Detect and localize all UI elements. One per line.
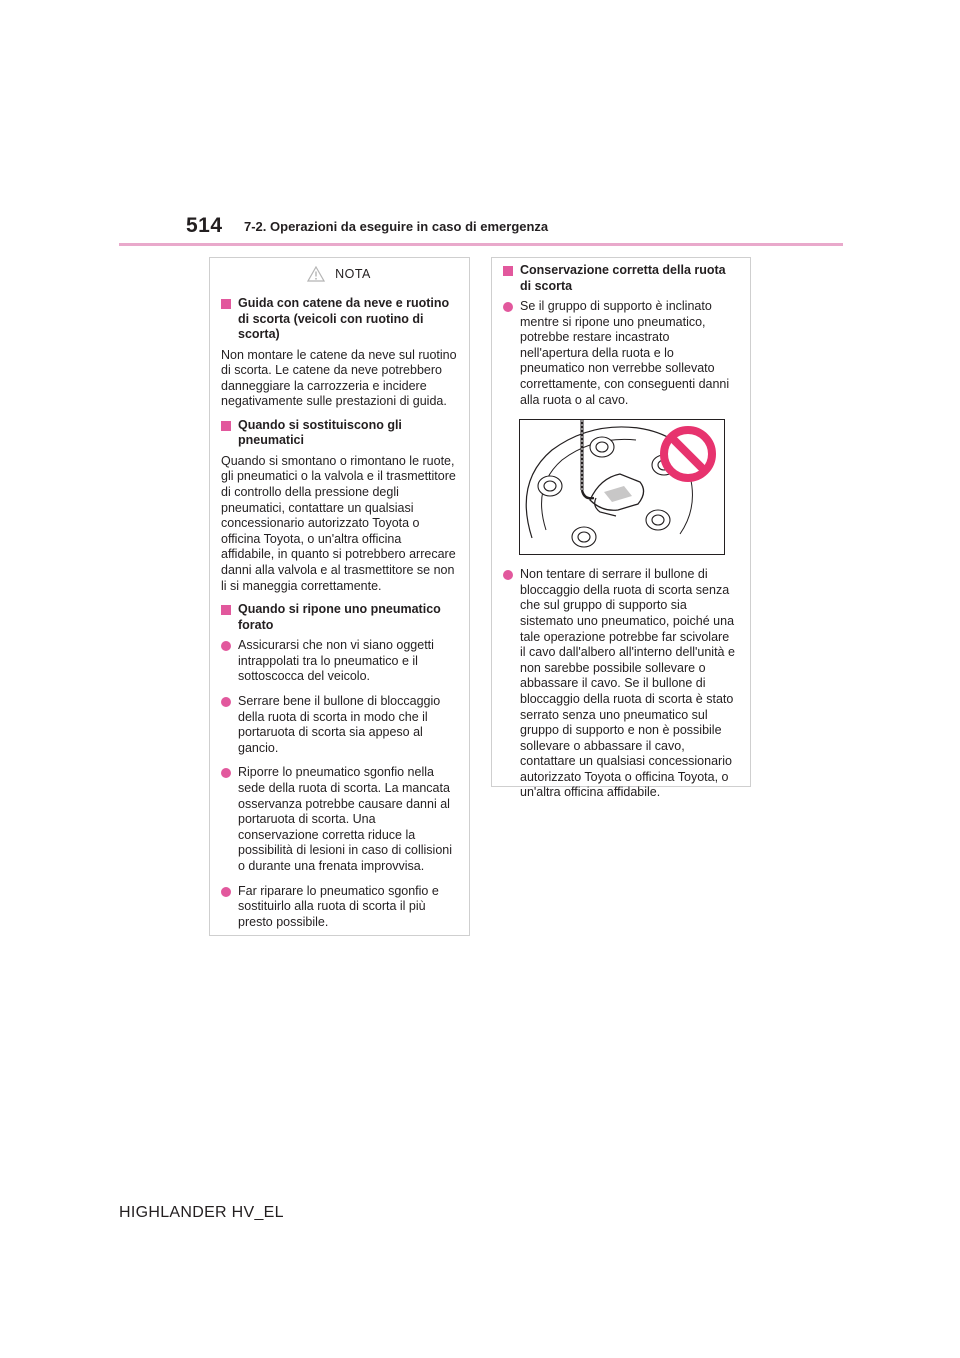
nota-header xyxy=(221,258,457,290)
list-item: Riporre lo pneumatico sgonfio nella sede della ruota di scorta. La mancata osservanza potrebbe causare danni al portaruota di scorta. Una conservazione corretta riduce la possibilità di lesioni in caso di collisioni o durante una frenata improvvisa. xyxy=(221,765,457,874)
spare-tire-illustration xyxy=(519,419,725,555)
section-heading-snow-chains: Guida con catene da neve e ruotino di scorta (veicoli con ruotino di scorta) xyxy=(221,296,457,343)
nota-label: NOTA xyxy=(335,267,371,281)
header-divider xyxy=(119,243,843,246)
wheel-diagram xyxy=(520,420,724,554)
section-text-snow-chains: Non montare le catene da neve sul ruotino di scorta. Le catene da neve potrebbero danneggiare la carrozzeria e incidere negativamente sulle prestazioni di guida. xyxy=(221,347,457,409)
prohibition-icon xyxy=(664,430,712,478)
section-heading-flat-tire-storage: Quando si ripone uno pneumatico forato xyxy=(221,602,457,633)
section-heading-tire-replacement: Quando si sostituiscono gli pneumatici xyxy=(221,418,457,449)
spare-tire-storage-box xyxy=(491,257,751,800)
list-item: Assicurarsi che non vi siano oggetti intrappolati tra lo pneumatico e il sottoscocca del veicolo. xyxy=(221,638,457,685)
list-item: Serrare bene il bullone di bloccaggio della ruota di scorta in modo che il portaruota di scorta sia appeso al gancio. xyxy=(221,694,457,756)
section-heading-spare-storage: Conservazione corretta della ruota di scorta xyxy=(503,263,738,294)
list-item: Far riparare lo pneumatico sgonfio e sostituirlo alla ruota di scorta il più presto possibile. xyxy=(221,884,457,931)
footer-model: HIGHLANDER HV_EL xyxy=(119,1204,284,1221)
page-number: 514 xyxy=(186,214,223,237)
warning-icon xyxy=(307,266,325,282)
list-item: Non tentare di serrare il bullone di bloccaggio della ruota di scorta senza che sul gruppo di supporto sia sistemato uno pneumatico, poiché una tale operazione potrebbe far scivolare il cavo dall'albero all'interno dell'unità e non sarebbe possibile sollevare o abbassare il cavo. Se il bullone di bloccaggio della ruota di scorta è stato serrato senza uno pneumatico sul gruppo di supporto e non è possibile sollevare o abbassare il cavo, contattare un qualsiasi concessionario autorizzato Toyota o officina Toyota, o un'altra officina affidabile. xyxy=(503,567,738,801)
nota-box xyxy=(209,257,470,936)
section-title: 7-2. Operazioni da eseguire in caso di emergenza xyxy=(244,219,549,234)
section-text-tire-replacement: Quando si smontano o rimontano le ruote, gli pneumatici o la valvola e il trasmettitore di controllo della pressione degli pneumatici, contattare un qualsiasi concessionario autorizzato Toyota o officina Toyota, o un'altra officina affidabile, in quanto si potrebbero arrecare danni alla valvola e al trasmettitore se non li si maneggia correttamente. xyxy=(221,453,456,593)
list-item: Se il gruppo di supporto è inclinato mentre si ripone uno pneumatico, potrebbe restare incastrato nell'apertura della ruota e lo pneumatico non verrebbe sollevato correttamente, con conseguenti danni alla ruota o al cavo. xyxy=(503,299,738,408)
